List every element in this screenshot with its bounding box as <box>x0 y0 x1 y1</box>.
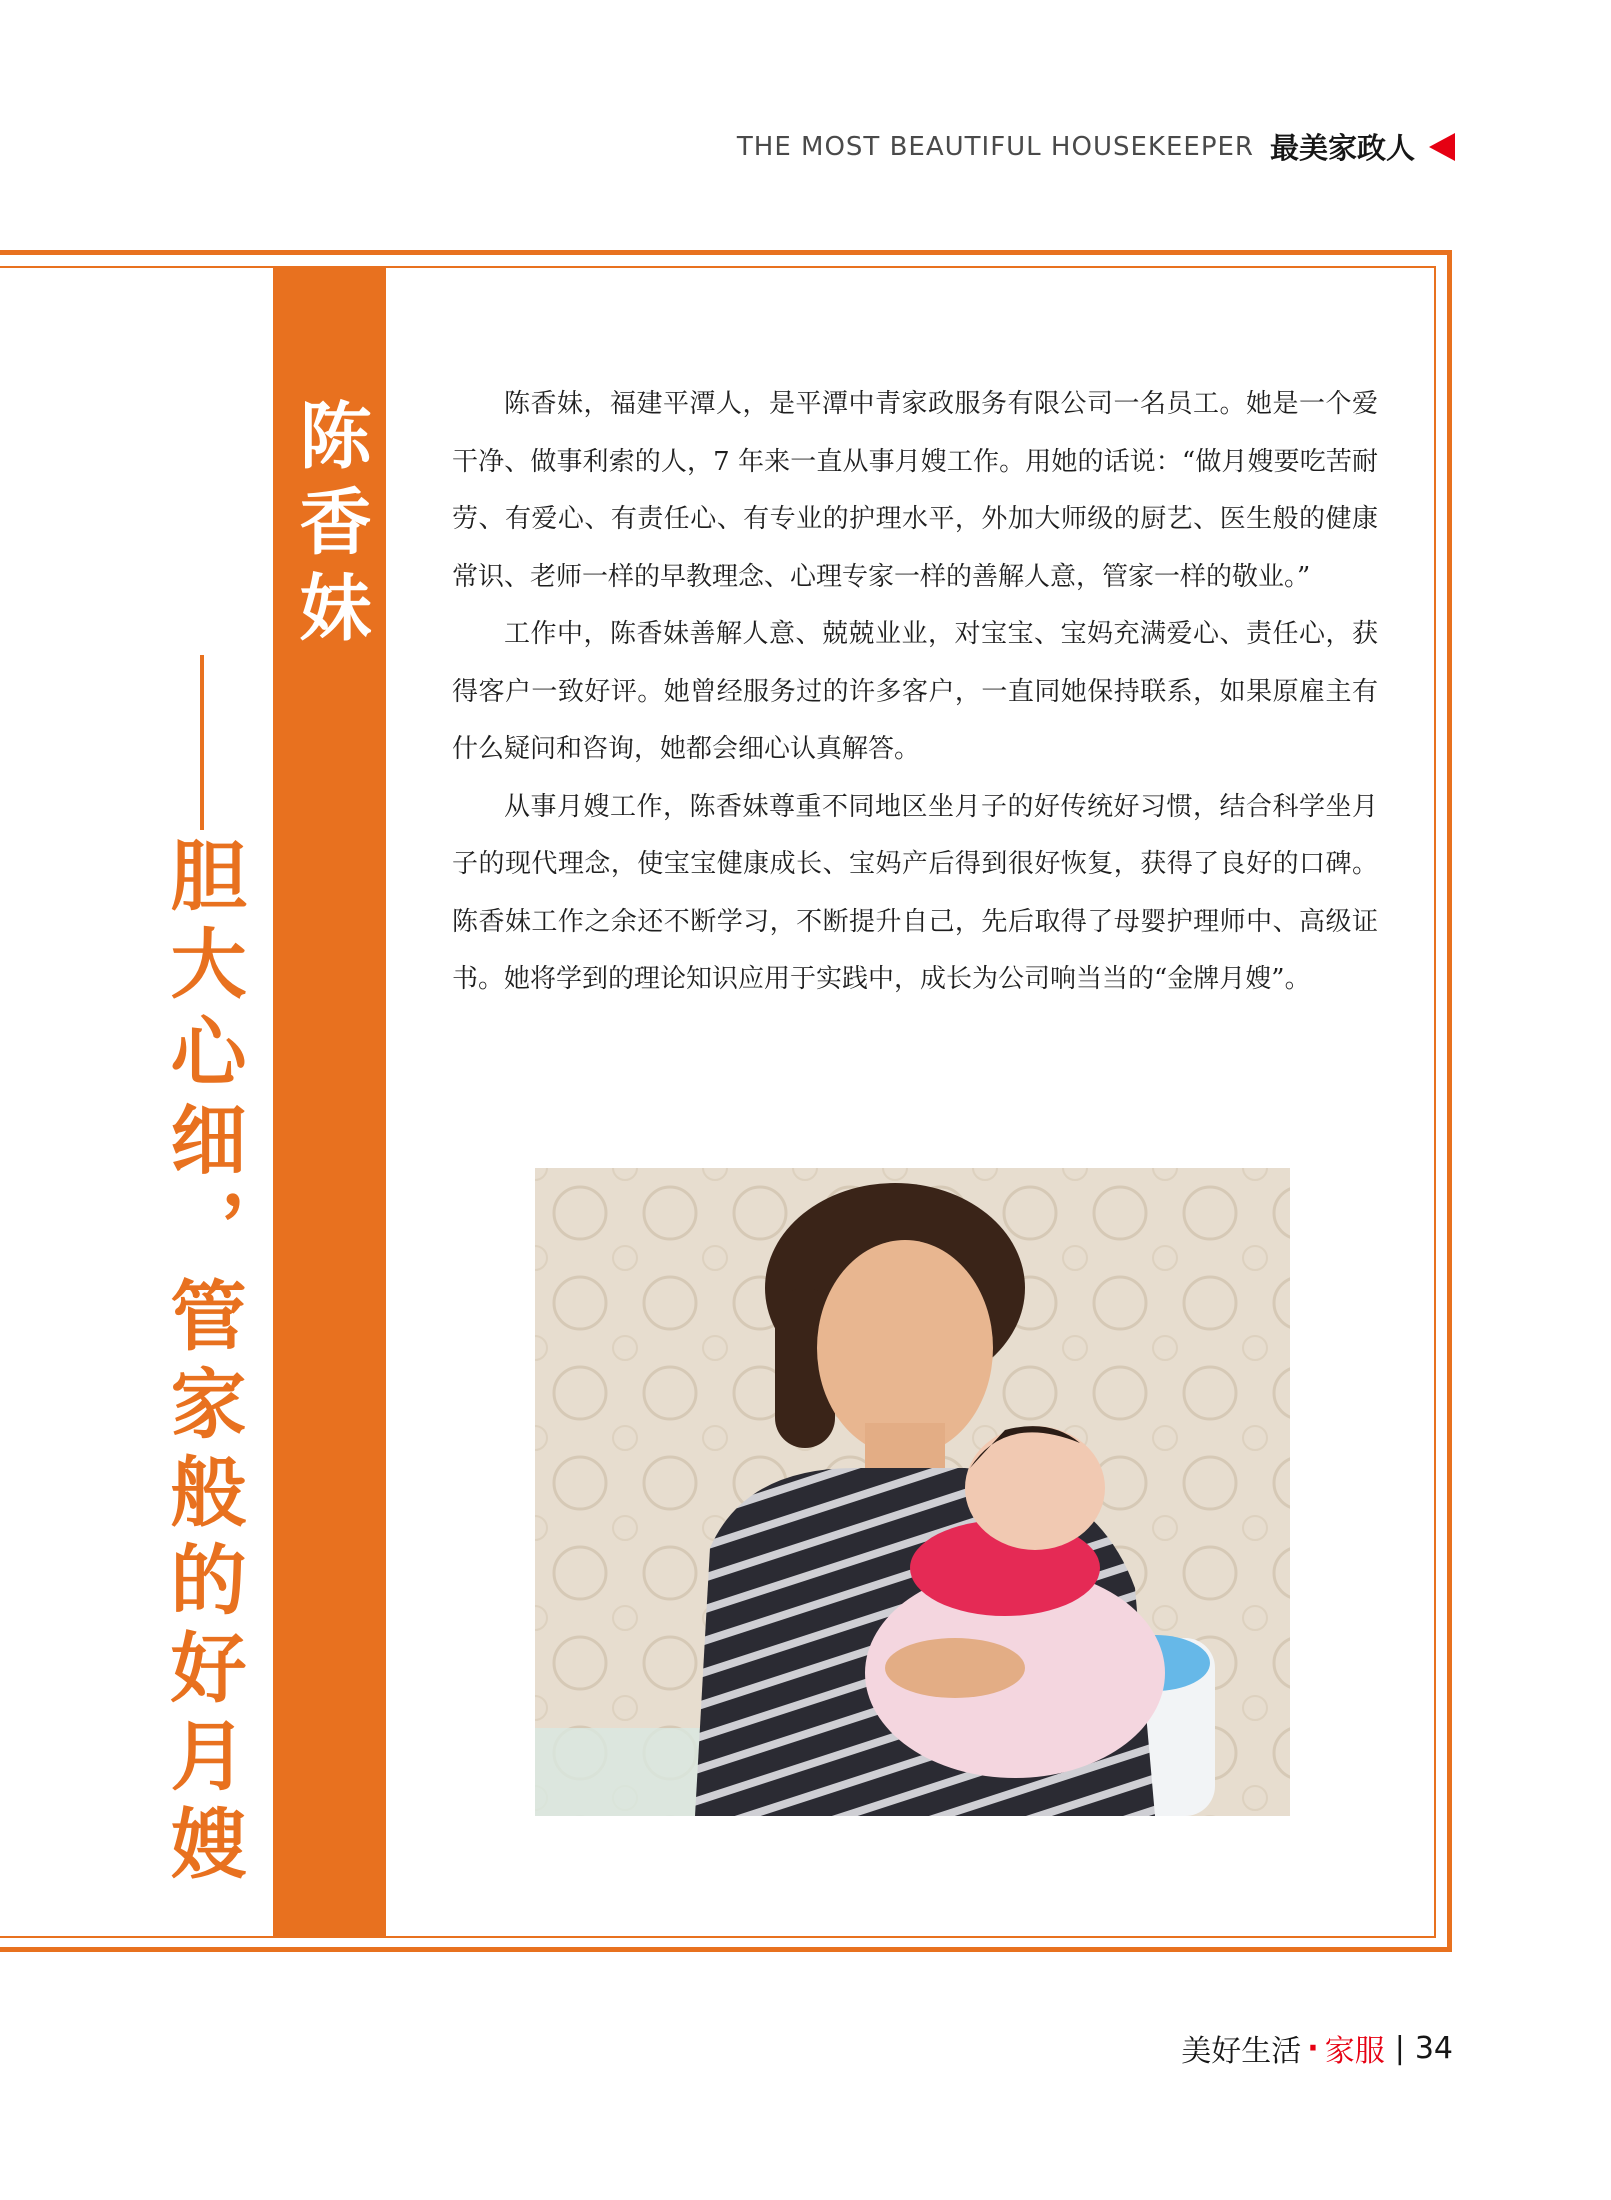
footer-divider: | <box>1394 2030 1405 2066</box>
footer-separator-dot: · <box>1307 2030 1319 2066</box>
header-chinese-title: 最美家政人 <box>1269 131 1415 165</box>
header-english-title: THE MOST BEAUTIFUL HOUSEKEEPER <box>736 131 1254 162</box>
paragraph-1: 陈香妹，福建平潭人，是平潭中青家政服务有限公司一名员工。她是一个爱干净、做事利索的人，7 年来一直从事月嫂工作。用她的话说：“做月嫂要吃苦耐劳、有爱心、有责任心、有专业的护理水平，外加大师级的厨艺、医生般的健康常识、老师一样的早教理念、心理专家一样的善解人意，管家一样的敬业。” <box>452 389 1378 592</box>
paragraph-2: 工作中，陈香妹善解人意、兢兢业业，对宝宝、宝妈充满爱心、责任心，获得客户一致好评。她曾经服务过的许多客户，一直同她保持联系，如果原雇主有什么疑问和咨询，她都会细心认真解答。 <box>452 619 1378 764</box>
name-band <box>273 268 386 1936</box>
paragraph-3: 从事月嫂工作，陈香妹尊重不同地区坐月子的好传统好习惯，结合科学坐月子的现代理念，使宝宝健康成长、宝妈产后得到很好恢复，获得了良好的口碑。陈香妹工作之余还不断学习，不断提升自己，先后取得了母婴护理师中、高级证书。她将学到的理论知识应用于实践中，成长为公司响当当的“金牌月嫂”。 <box>452 791 1378 994</box>
article-body <box>452 376 1378 1009</box>
page-number: 34 <box>1414 2030 1453 2066</box>
header-arrow-icon <box>1429 133 1455 161</box>
vertical-headline: 胆大心细，管家般的好月嫂 <box>158 836 247 1892</box>
title-dash-line <box>200 655 204 830</box>
profile-photo <box>535 1168 1290 1816</box>
running-header <box>737 126 1455 167</box>
footer <box>1181 2026 1453 2070</box>
photo-illustration <box>535 1168 1290 1816</box>
footer-magazine-name: 美好生活 <box>1181 2034 1302 2069</box>
footer-section-name: 家服 <box>1324 2034 1385 2069</box>
person-name: 陈香妹 <box>287 398 373 656</box>
